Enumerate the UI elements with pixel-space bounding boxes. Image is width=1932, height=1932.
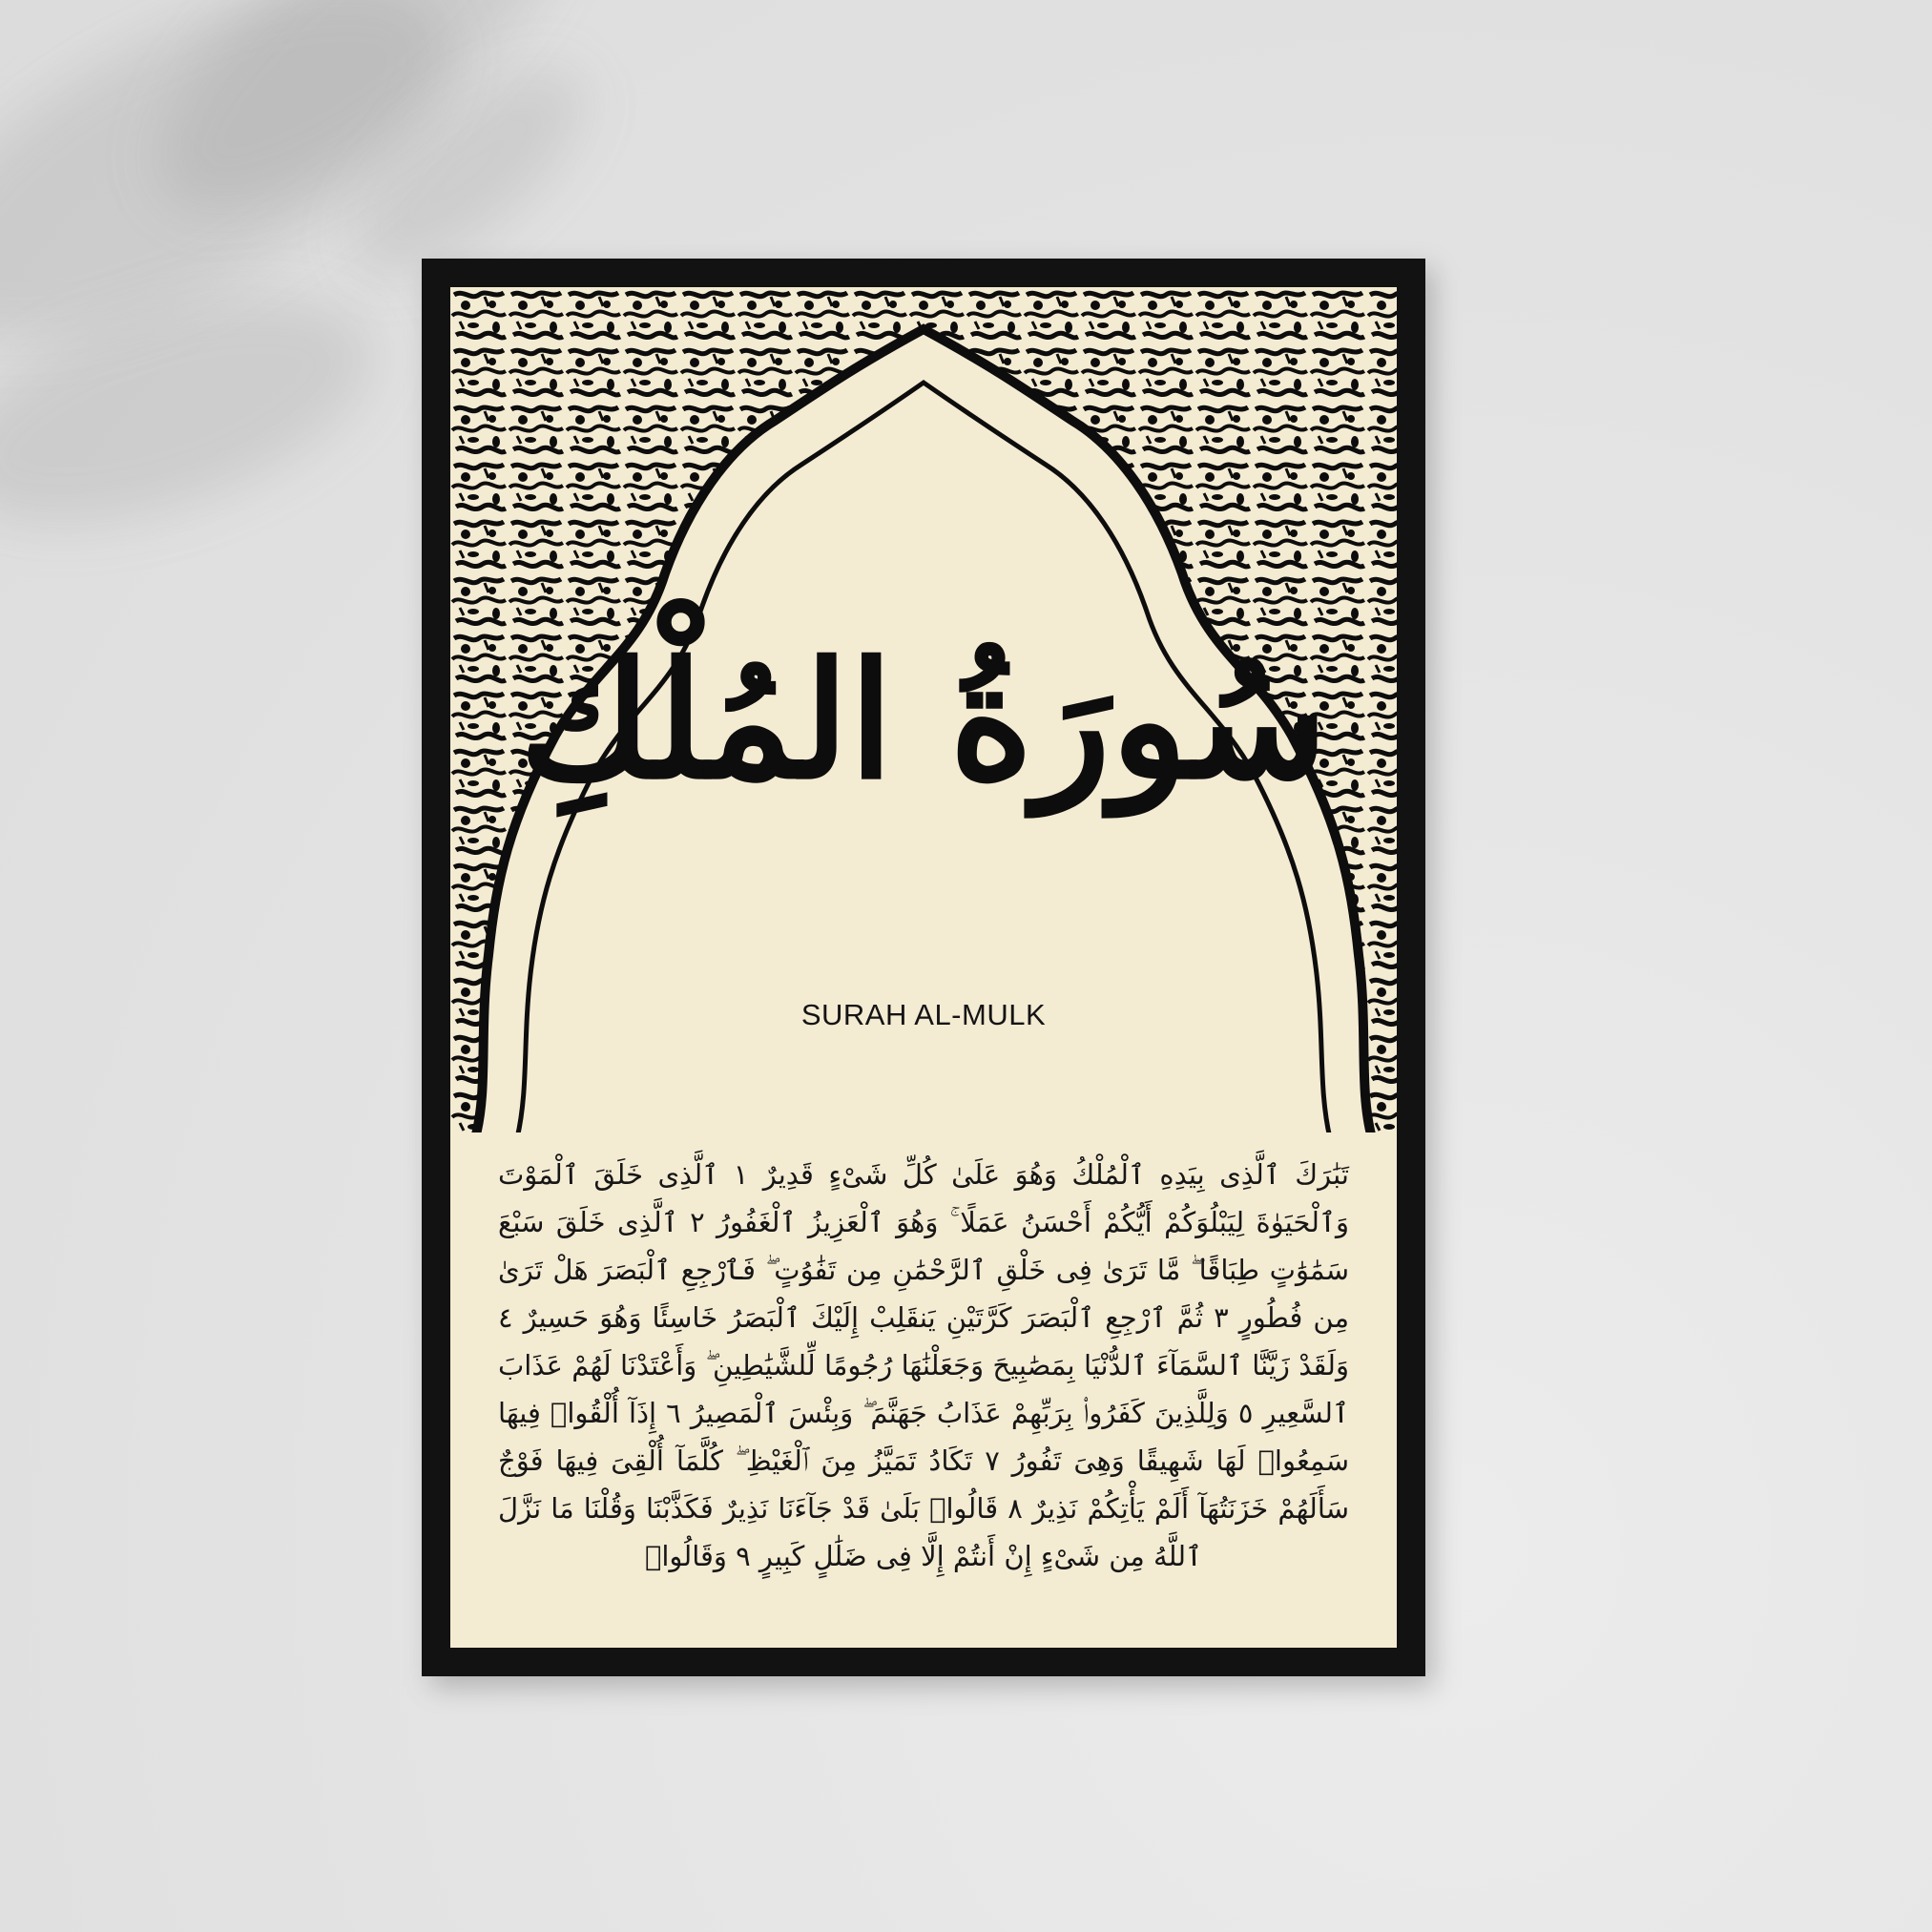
poster-frame [422,259,1425,1676]
poster-paper [450,287,1397,1648]
arabic-title: سُورَةُ المُلْكِ [519,626,1328,815]
quran-verses: تَبَٰرَكَ ٱلَّذِى بِيَدِهِ ٱلْمُلْكُ وَهُوَ عَلَىٰ كُلِّ شَىْءٍ قَدِيرٌ ١ ٱلَّذِى خَلَقَ ٱلْمَوْتَ وَٱلْحَيَوٰةَ لِيَبْلُوَكُمْ أَيُّكُمْ أَحْسَنُ عَمَلًا ۚ وَهُوَ ٱلْعَزِيزُ ٱلْغَفُورُ ٢ ٱلَّذِى خَلَقَ سَبْعَ سَمَٰوَٰتٍ طِبَاقًا ۖ مَّا تَرَىٰ فِى خَلْقِ ٱلرَّحْمَٰنِ مِن تَفَٰوُتٍ ۖ فَٱرْجِعِ ٱلْبَصَرَ هَلْ تَرَىٰ مِن فُطُورٍ ٣ ثُمَّ ٱرْجِعِ ٱلْبَصَرَ كَرَّتَيْنِ يَنقَلِبْ إِلَيْكَ ٱلْبَصَرُ خَاسِئًا وَهُوَ حَسِيرٌ ٤ وَلَقَدْ زَيَّنَّا ٱلسَّمَآءَ ٱلدُّنْيَا بِمَصَٰبِيحَ وَجَعَلْنَٰهَا رُجُومًا لِّلشَّيَٰطِينِ ۖ وَأَعْتَدْنَا لَهُمْ عَذَابَ ٱلسَّعِيرِ ٥ وَلِلَّذِينَ كَفَرُوا۟ بِرَبِّهِمْ عَذَابُ جَهَنَّمَ ۖ وَبِئْسَ ٱلْمَصِيرُ ٦ إِذَآ أُلْقُوا۟ فِيهَا سَمِعُوا۟ لَهَا شَهِيقًا وَهِىَ تَفُورُ ٧ تَكَادُ تَمَيَّزُ مِنَ ٱلْغَيْظِ ۖ كُلَّمَآ أُلْقِىَ فِيهَا فَوْجٌ سَأَلَهُمْ خَزَنَتُهَآ أَلَمْ يَأْتِكُمْ نَذِيرٌ ٨ قَالُوا۟ بَلَىٰ قَدْ جَآءَنَا نَذِيرٌ فَكَذَّبْنَا وَقُلْنَا مَا نَزَّلَ ٱللَّهُ مِن شَىْءٍ إِنْ أَنتُمْ إِلَّا فِى ضَلَٰلٍ كَبِيرٍ ٩ وَقَالُوا۟ [498,1158,1350,1572]
english-title: SURAH AL-MULK [800,998,1047,1031]
